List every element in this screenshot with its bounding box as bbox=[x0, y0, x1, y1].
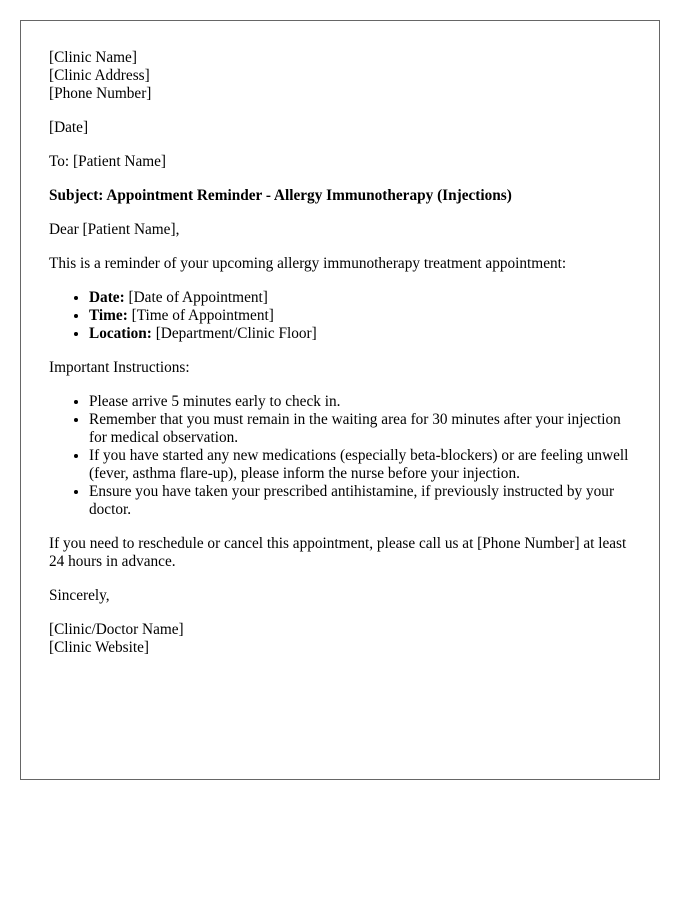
clinic-address: [Clinic Address] bbox=[49, 67, 150, 84]
signature-block bbox=[49, 621, 631, 657]
closing: Sincerely, bbox=[49, 587, 110, 604]
instructions-heading: Important Instructions: bbox=[49, 359, 190, 376]
detail-label: Date: bbox=[89, 289, 125, 306]
clinic-name: [Clinic Name] bbox=[49, 49, 137, 66]
instruction-item: • Please arrive 5 minutes early to check in. bbox=[89, 393, 631, 411]
detail-location bbox=[89, 325, 631, 343]
detail-label: Location: bbox=[89, 325, 152, 342]
detail-date bbox=[89, 289, 631, 307]
clinic-header bbox=[49, 49, 631, 103]
appointment-details-list bbox=[49, 289, 631, 343]
detail-label: Time: bbox=[89, 307, 128, 324]
instruction-item: • Ensure you have taken your prescribed antihistamine, if previously instructed by your doctor. bbox=[89, 483, 631, 519]
detail-value: [Time of Appointment] bbox=[127, 307, 274, 324]
recipient: To: [Patient Name] bbox=[49, 153, 167, 170]
detail-value: [Department/Clinic Floor] bbox=[151, 325, 317, 342]
signature-website: [Clinic Website] bbox=[49, 639, 150, 656]
instructions-list bbox=[49, 393, 631, 519]
instruction-item: • Remember that you must remain in the waiting area for 30 minutes after your injection for medical observation. bbox=[89, 411, 631, 447]
salutation: Dear [Patient Name], bbox=[49, 221, 180, 238]
intro-paragraph: This is a reminder of your upcoming allergy immunotherapy treatment appointment: bbox=[49, 255, 567, 272]
detail-time bbox=[89, 307, 631, 325]
letter-date: [Date] bbox=[49, 119, 89, 136]
subject-line: Subject: Appointment Reminder - Allergy Immunotherapy (Injections) bbox=[49, 187, 512, 204]
detail-value: [Date of Appointment] bbox=[124, 289, 268, 306]
signature-name: [Clinic/Doctor Name] bbox=[49, 621, 184, 638]
letter-page bbox=[20, 20, 660, 780]
clinic-phone: [Phone Number] bbox=[49, 85, 152, 102]
reschedule-paragraph: If you need to reschedule or cancel this appointment, please call us at [Phone Number] at least 24 hours in advance. bbox=[49, 535, 627, 570]
instruction-item: • If you have started any new medications (especially beta-blockers) or are feeling unwell (fever, asthma flare-up), please inform the nurse before your injection. bbox=[89, 447, 631, 483]
